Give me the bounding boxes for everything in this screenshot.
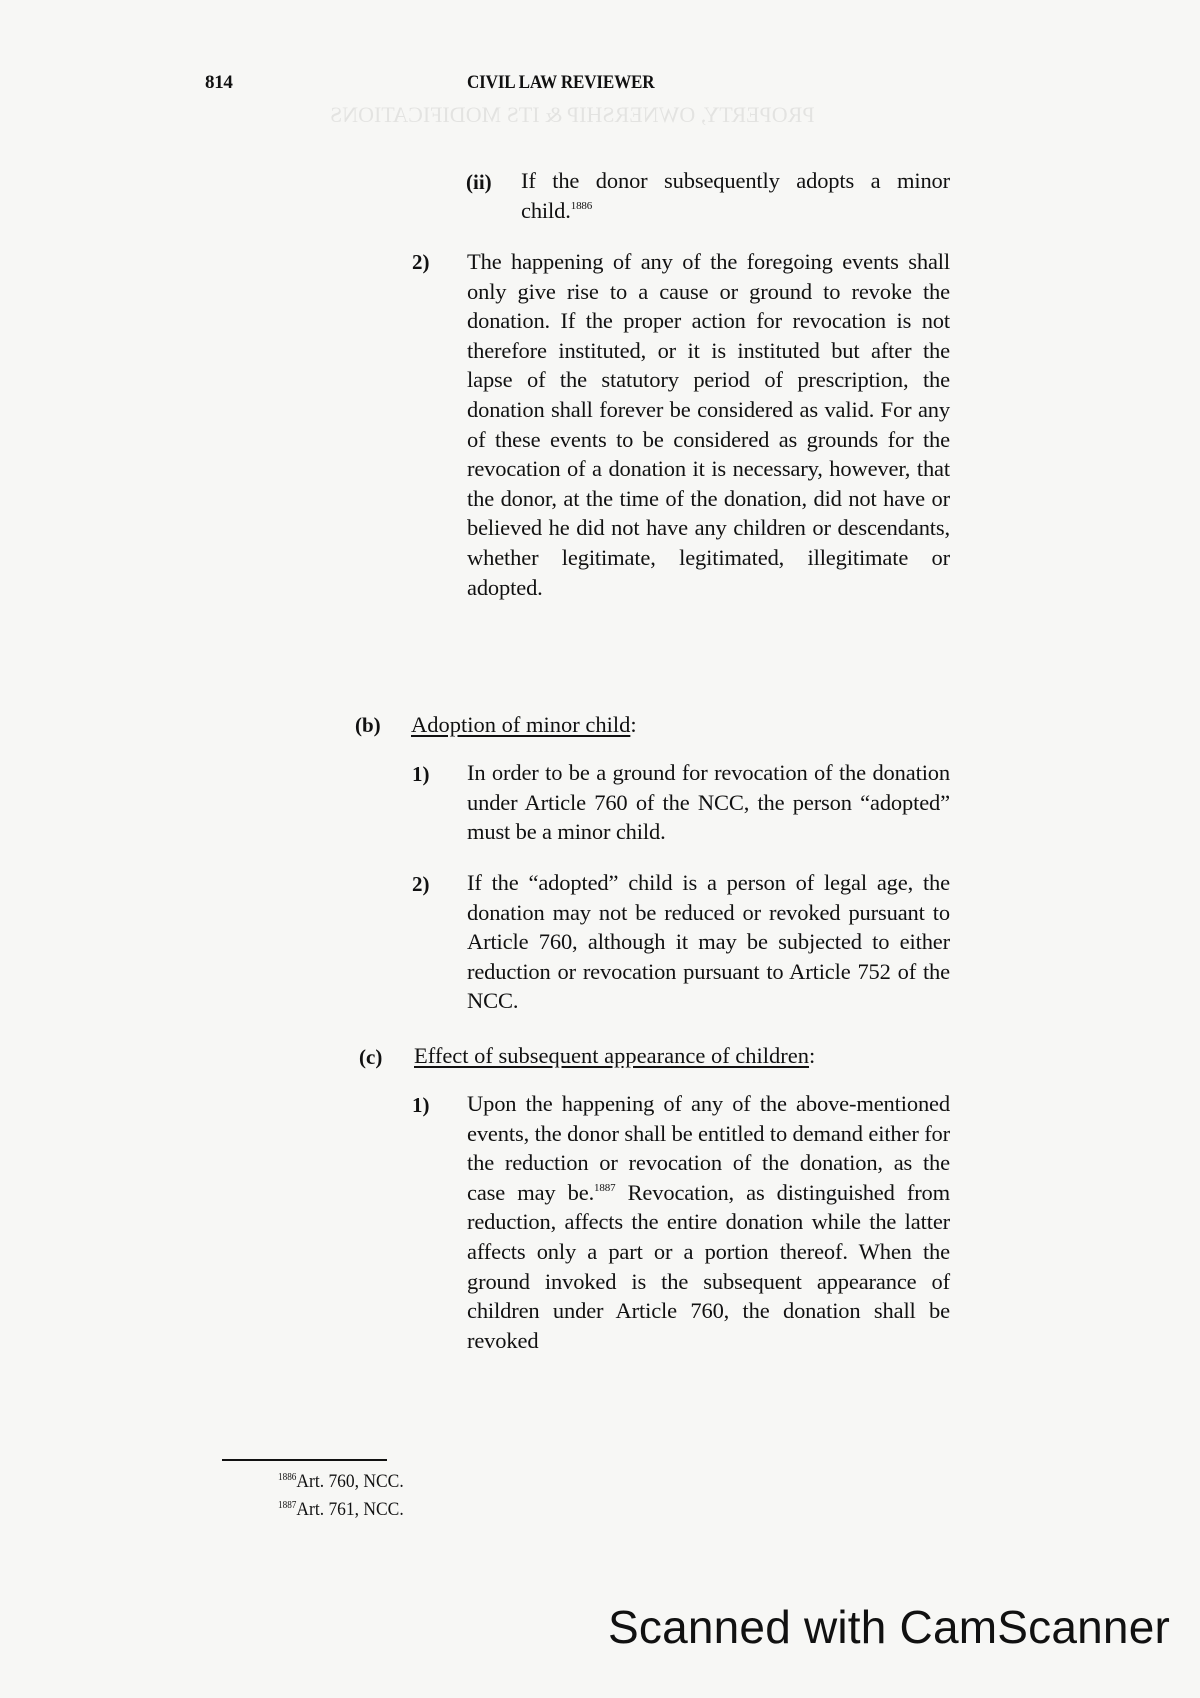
page-header — [205, 72, 965, 102]
paragraph-ii: If the donor subsequently adopts a minor child.$^{1886}$ — [521, 168, 950, 223]
running-head: CIVIL LAW REVIEWER — [467, 72, 655, 93]
paragraph-c1: Upon the happening of any of the above-mentioned events, the donor shall be entitled to demand either for the reduction or revocation of the donation, as the case may be.$^{1887}$ Revocation, as distinguished from reduction, affects the entire donation while the latter affects only a part or a portion thereof. When the ground invoked is the subsequent appearance of children under Article 760, the donation shall be revoked — [467, 1091, 950, 1353]
item-label: (ii) — [466, 170, 492, 194]
footnote-rule — [222, 1459, 387, 1461]
section-heading-c: Effect of subsequent appearance of children: — [414, 1043, 816, 1068]
item-label: 1) — [412, 762, 430, 786]
bleed-through: PROPERTY, OWNERSHIP & ITS MODIFICATIONS — [330, 102, 815, 127]
section-label: (b) — [355, 713, 381, 737]
paragraph-b1: In order to be a ground for revocation of the donation under Article 760 of the NCC, the person “adopted” must be a minor child. — [467, 760, 950, 845]
footnote: $^{1887}$Art. 761, NCC. — [278, 1499, 404, 1520]
paragraph-b2: If the “adopted” child is a person of legal age, the donation may not be reduced or revoked pursuant to Article 760, although it may be subjected to either reduction or revocation pursuant to Article 752 of the NCC. — [467, 870, 950, 1014]
section-label: (c) — [359, 1045, 383, 1069]
paragraph-2: The happening of any of the foregoing events shall only give rise to a cause or ground to revoke the donation. If the proper action for revocation is not therefore instituted, or it is instituted but after the lapse of the statutory period of prescription, the donation shall forever be considered as valid. For any of these events to be considered as grounds for the revocation of a donation it is necessary, however, that the donor, at the time of the donation, did not have or believed he did not have any children or descendants, whether legitimate, legitimated, illegitimate or adopted. — [467, 249, 950, 600]
footnotes — [278, 1468, 404, 1524]
page-number: 814 — [205, 72, 233, 93]
footnote-ref: 1886 — [570, 199, 593, 212]
item-label: 2) — [412, 872, 430, 896]
item-label: 1) — [412, 1093, 430, 1117]
footnote: $^{1886}$Art. 760, NCC. — [278, 1471, 404, 1492]
item-label: 2) — [412, 250, 430, 274]
section-heading-b: Adoption of minor child: — [411, 712, 637, 737]
footnote-ref: 1887 — [594, 1181, 616, 1194]
scanner-watermark: Scanned with CamScanner — [607, 1601, 1170, 1653]
